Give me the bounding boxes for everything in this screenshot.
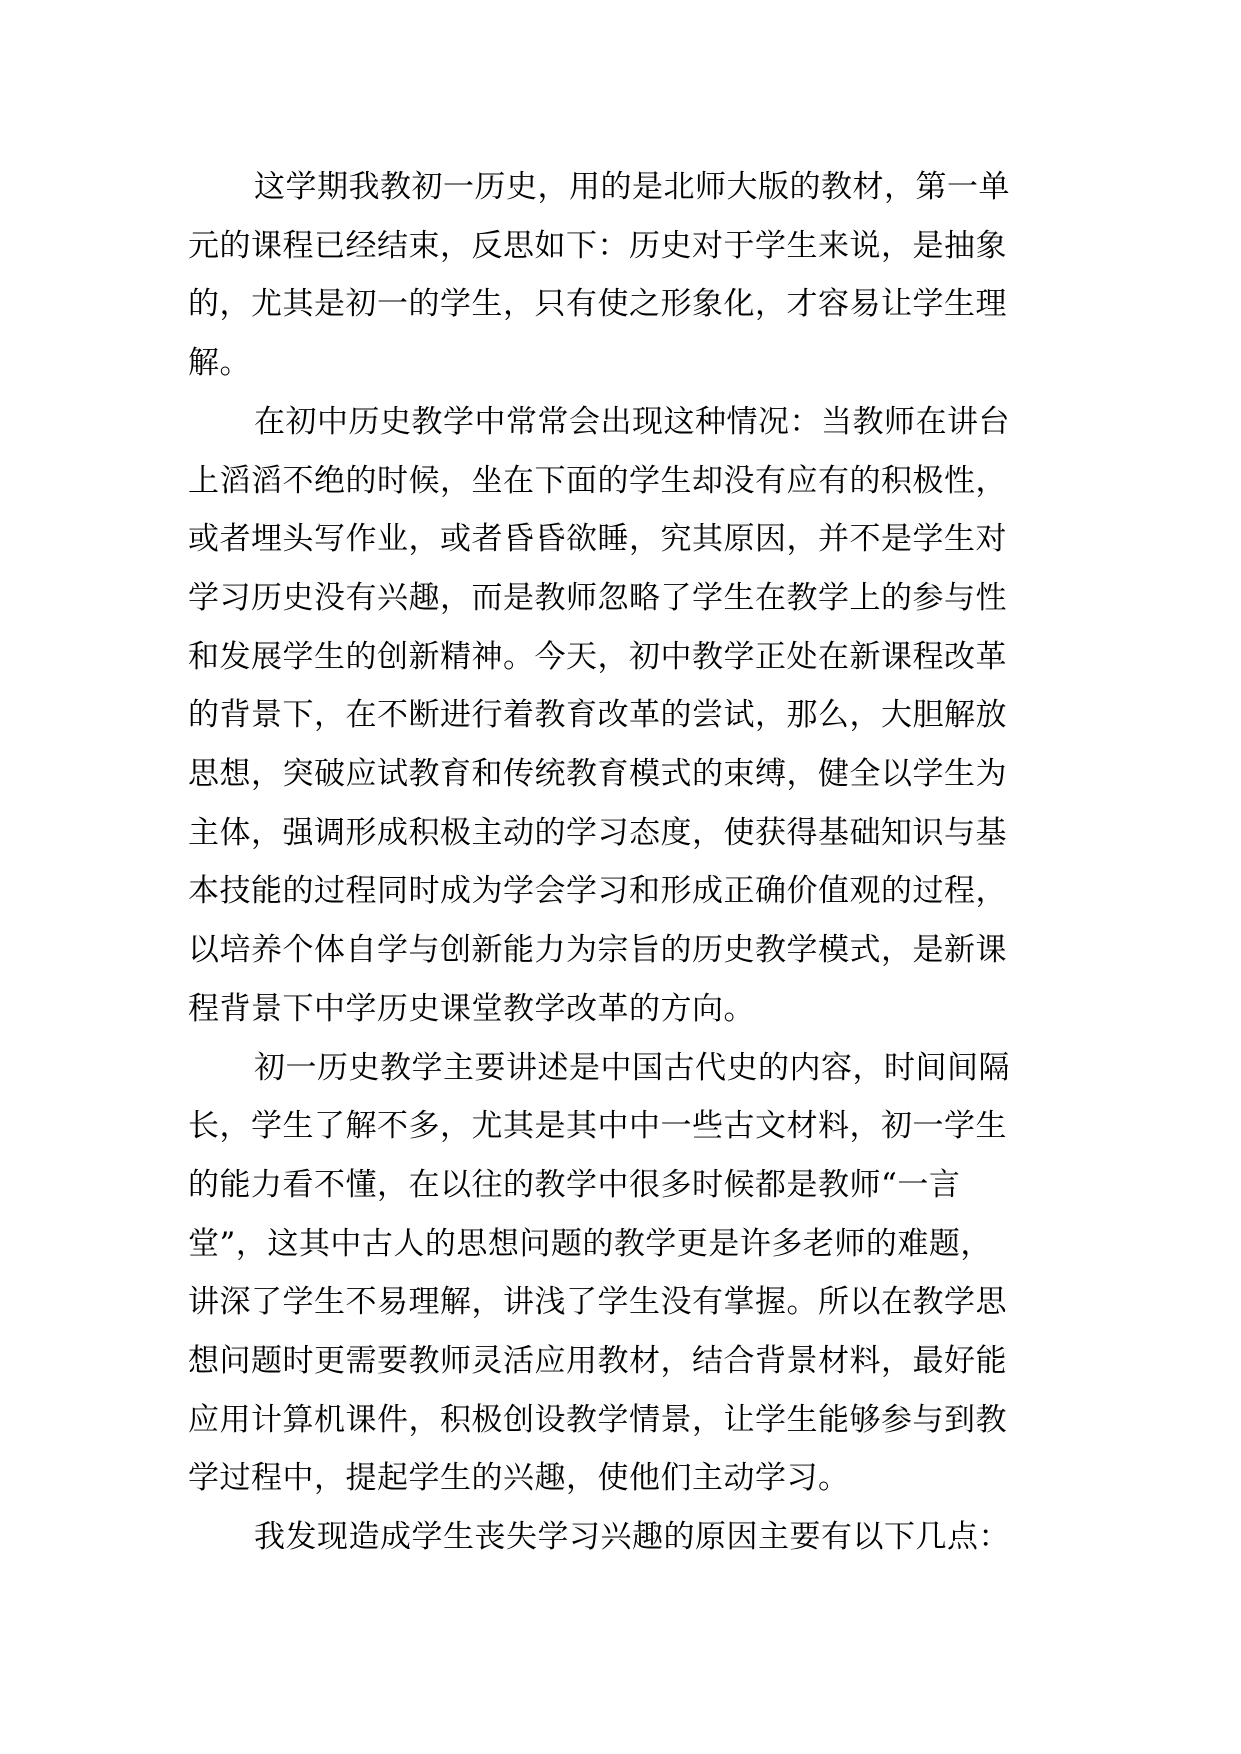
text-line: 在初中历史教学中常常会出现这种情况：当教师在讲台 [254, 403, 1010, 440]
text-line: 初一历史教学主要讲述是中国古代史的内容，时间间隔 [254, 1049, 1010, 1086]
text-line: 学习历史没有兴趣，而是教师忽略了学生在教学上的参与性 [188, 579, 1007, 616]
text-line: 长，学生了解不多，尤其是其中中一些古文材料，初一学生 [188, 1108, 1007, 1145]
text-line: 的背景下，在不断进行着教育改革的尝试，那么，大胆解放 [188, 697, 1007, 734]
text-line: 思想，突破应试教育和传统教育模式的束缚，健全以学生为 [188, 756, 1007, 793]
document-body [188, 158, 1068, 1567]
text-line: 主体，强调形成积极主动的学习态度，使获得基础知识与基 [188, 814, 1007, 851]
text-line: 这学期我教初一历史，用的是北师大版的教材，第一单 [254, 169, 1010, 205]
text-line: 堂”，这其中古人的思想问题的教学更是许多老师的难题， [188, 1225, 992, 1262]
paragraph-2 [188, 393, 1068, 1039]
text-line: 应用计算机课件，积极创设教学情景，让学生能够参与到教 [188, 1401, 1007, 1438]
text-line: 我发现造成学生丧失学习兴趣的原因主要有以下几点： [254, 1519, 1010, 1556]
text-line: 的，尤其是初一的学生，只有使之形象化，才容易让学生理 [188, 286, 1007, 323]
text-line: 想问题时更需要教师灵活应用教材，结合背景材料，最好能 [188, 1343, 1007, 1380]
text-line: 解。 [188, 345, 251, 382]
text-line: 程背景下中学历史课堂教学改革的方向。 [188, 990, 755, 1027]
text-line: 或者埋头写作业，或者昏昏欲睡，究其原因，并不是学生对 [188, 521, 1007, 558]
text-line: 以培养个体自学与创新能力为宗旨的历史教学模式，是新课 [188, 932, 1007, 969]
paragraph-1 [188, 158, 1068, 393]
paragraph-3 [188, 1039, 1068, 1509]
text-line: 元的课程已经结束，反思如下：历史对于学生来说，是抽象 [188, 227, 1007, 264]
text-line: 讲深了学生不易理解，讲浅了学生没有掌握。所以在教学思 [188, 1284, 1007, 1321]
paragraph-4 [188, 1508, 1068, 1567]
text-line: 本技能的过程同时成为学会学习和形成正确价值观的过程， [188, 873, 1007, 910]
text-line: 的能力看不懂，在以往的教学中很多时候都是教师“一言 [188, 1166, 961, 1203]
text-line: 学过程中，提起学生的兴趣，使他们主动学习。 [188, 1460, 850, 1497]
text-line: 上滔滔不绝的时候，坐在下面的学生却没有应有的积极性， [188, 462, 1007, 499]
text-line: 和发展学生的创新精神。今天，初中教学正处在新课程改革 [188, 638, 1007, 675]
